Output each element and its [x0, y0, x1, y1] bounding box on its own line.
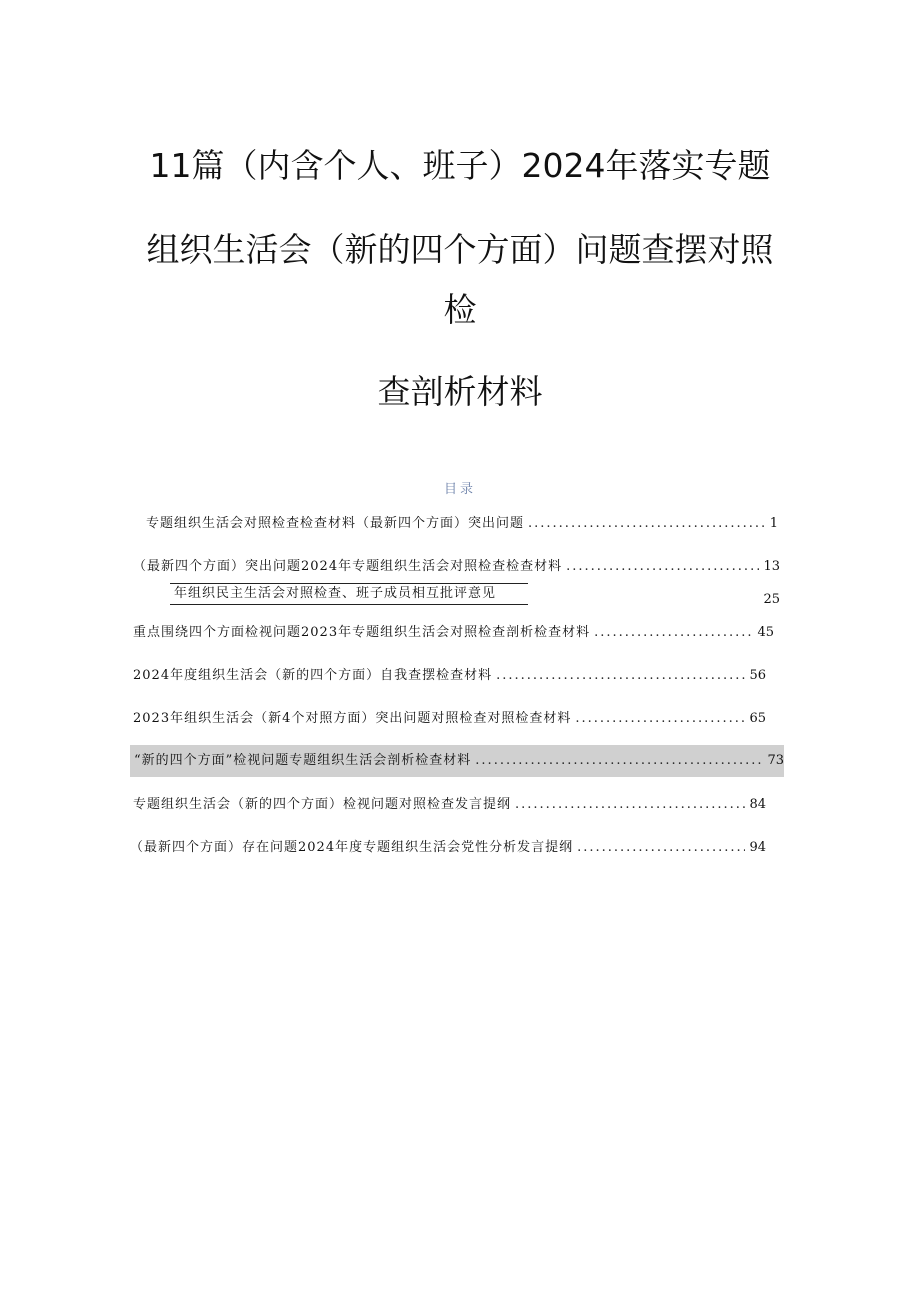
toc-heading: 目录: [443, 482, 476, 497]
toc-entry-title: 年组织民主生活会对照检查、班子成员相互批评意见: [174, 586, 497, 601]
toc-entry[interactable]: [133, 622, 774, 644]
toc-entry[interactable]: [133, 794, 766, 816]
toc-entry-title: （最新四个方面）突出问题2024年专题组织生活会对照检查检查材料: [133, 559, 563, 574]
toc-entry-title: 2023年组织生活会（新4个对照方面）突出问题对照检查对照检查材料: [133, 711, 572, 726]
toc-entry-page: 56: [749, 668, 766, 683]
toc-entry-title: 重点围绕四个方面检视问题2023年专题组织生活会对照检查剖析检查材料: [133, 625, 591, 640]
toc-leader-dots: [575, 708, 745, 730]
toc-entry-page: 13: [763, 559, 780, 574]
toc-entry-page: 45: [757, 625, 774, 640]
toc-entry-title: 2024年度组织生活会（新的四个方面）自我查摆检查材料: [133, 668, 493, 683]
toc-entry-page: 1: [769, 516, 778, 531]
toc-leader-dots: [496, 665, 745, 687]
toc-entry-boxed[interactable]: [170, 583, 528, 605]
toc-leader-dots: [577, 837, 745, 859]
toc-entry-title: （最新四个方面）存在问题2024年度专题组织生活会党性分析发言提纲: [130, 840, 574, 855]
toc-entry-page: 94: [749, 840, 766, 855]
toc-entry-selected[interactable]: [130, 750, 784, 772]
document-title-line-3: 检: [443, 290, 477, 329]
toc-entry[interactable]: [133, 665, 766, 687]
toc-entry-title: “新的四个方面”检视问题专题组织生活会剖析检查材料: [134, 753, 472, 768]
toc-entry-page: 73: [767, 753, 784, 768]
toc-entry[interactable]: [133, 708, 766, 730]
document-title-line-4: 查剖析材料: [377, 372, 543, 411]
toc-entry-page: 25: [763, 592, 780, 607]
toc-entry-title: 专题组织生活会对照检查检查材料（最新四个方面）突出问题: [146, 516, 525, 531]
toc-leader-dots: [475, 750, 763, 772]
toc-leader-dots: [515, 794, 745, 816]
toc-entry-title: 专题组织生活会（新的四个方面）检视问题对照检查发言提纲: [133, 797, 512, 812]
document-title-line-2: 组织生活会（新的四个方面）问题查摆对照: [146, 230, 774, 269]
toc-entry[interactable]: [146, 513, 778, 535]
toc-entry-page: 84: [749, 797, 766, 812]
toc-entry[interactable]: [130, 837, 766, 859]
toc-entry[interactable]: [133, 556, 780, 578]
document-title-line-1: 11篇（内含个人、班子）2024年落实专题: [149, 146, 771, 185]
toc-leader-dots: [528, 513, 766, 535]
toc-entry-page: 65: [749, 711, 766, 726]
toc-leader-dots: [566, 556, 759, 578]
toc-leader-dots: [594, 622, 753, 644]
